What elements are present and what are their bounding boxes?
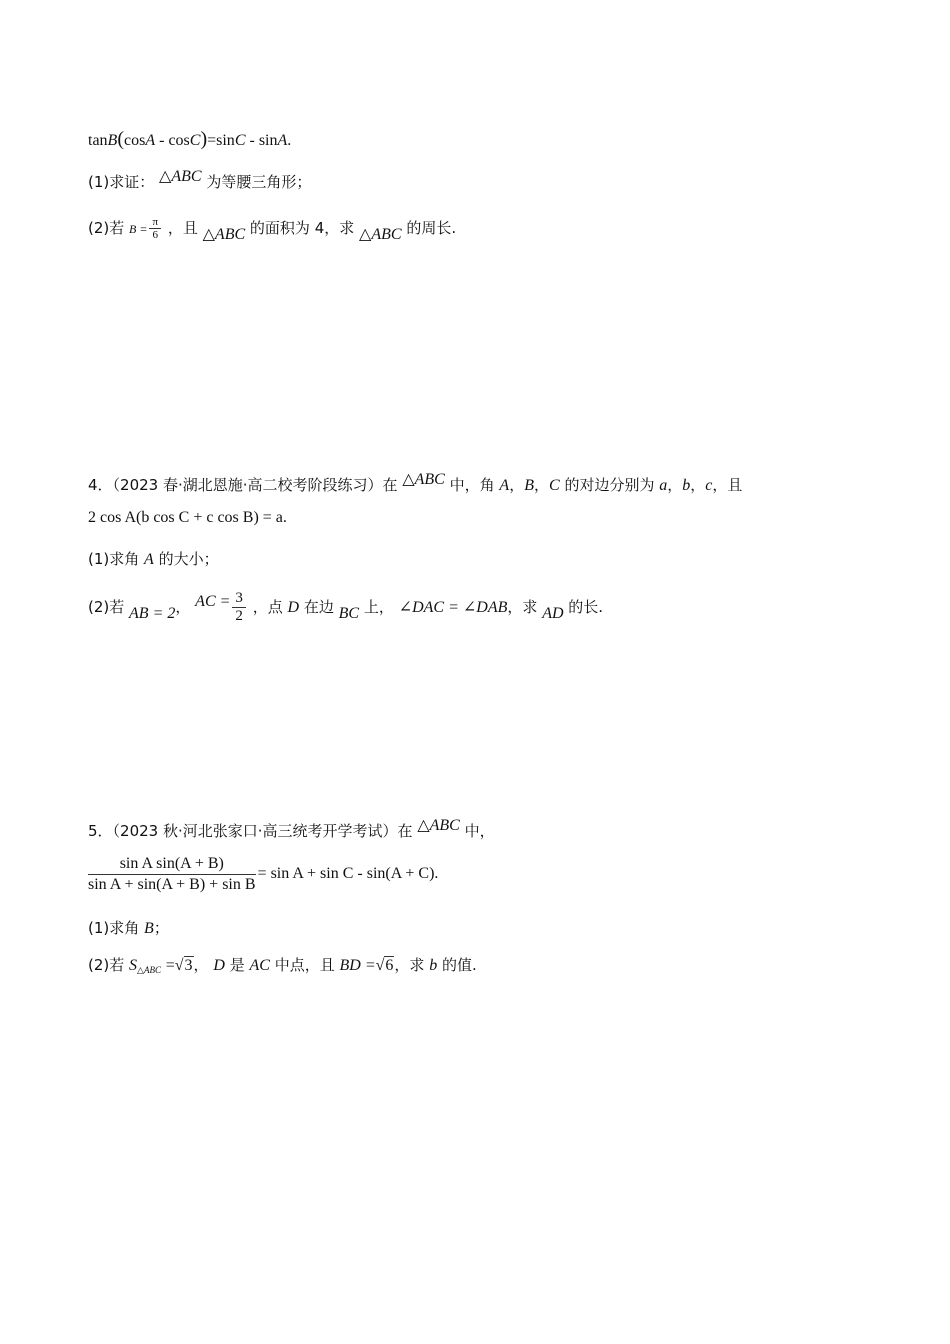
triangle-abc: △ABC [359,226,402,243]
problem3-equation: tanB(cosA - cosC)=sinC - sinA. [88,128,292,150]
problem4-equation: 2 cos A(b cos C + c cos B) = a. [88,509,287,526]
triangle-abc: △ABC [202,226,246,243]
problem5-part2: (2)若 $S_{\triangle ABC} =√3$， D 是 AC 中点，且 BD =√6，求 b 的值. [88,956,477,975]
problem3-part1: (1)求证： △ABC 为等腰三角形； [88,168,312,191]
problem3-part2: (2)若 B = $\frac{\pi}{6}$ ，且 △ABC 的面积为 4，求 △ABC 的周长. [88,216,457,243]
problem5-equation: $\frac{\text{sin A sin(A + B)}}{\text{sin A + sin(A + B) + sin B}}$ = sin A + sin C - sin(A + C). [88,855,439,893]
sqrt-symbol: √ [174,957,184,974]
triangle-abc: △ABC [417,817,460,834]
paren: ( [117,128,124,150]
equation-fraction: $\frac{\text{sin A sin(A + B)}}{\text{sin A + sin(A + B) + sin B}}$ [88,855,256,893]
problem4-header: 4．（2023 春·湖北恩施·高二校考阶段练习）在 △ABC 中，角 A，B，C 的对边分别为 a，b，c，且 [88,471,743,494]
triangle-abc: △ABC [159,168,202,185]
problem5-header: 5．（2023 秋·河北张家口·高三统考开学考试）在 △ABC 中， [88,817,495,840]
problem4-part1: (1)求角 A 的大小； [88,550,219,568]
triangle-abc: △ABC [402,471,445,488]
fraction-3-over-2: $\frac{3}{2}$ [232,590,246,625]
paren: ) [200,128,208,150]
fraction-pi-over-6: $\frac{\pi}{6}$ [149,216,161,241]
problem5-part1: (1)求角 B； [88,919,169,937]
sqrt-symbol: √ [375,957,385,974]
problem4-part2: (2)若 AB = 2， AC = $\frac{3}{2}$ ，点 D 在边 BC 上， ∠DAC = ∠DAB，求 AD 的长. [88,590,604,624]
